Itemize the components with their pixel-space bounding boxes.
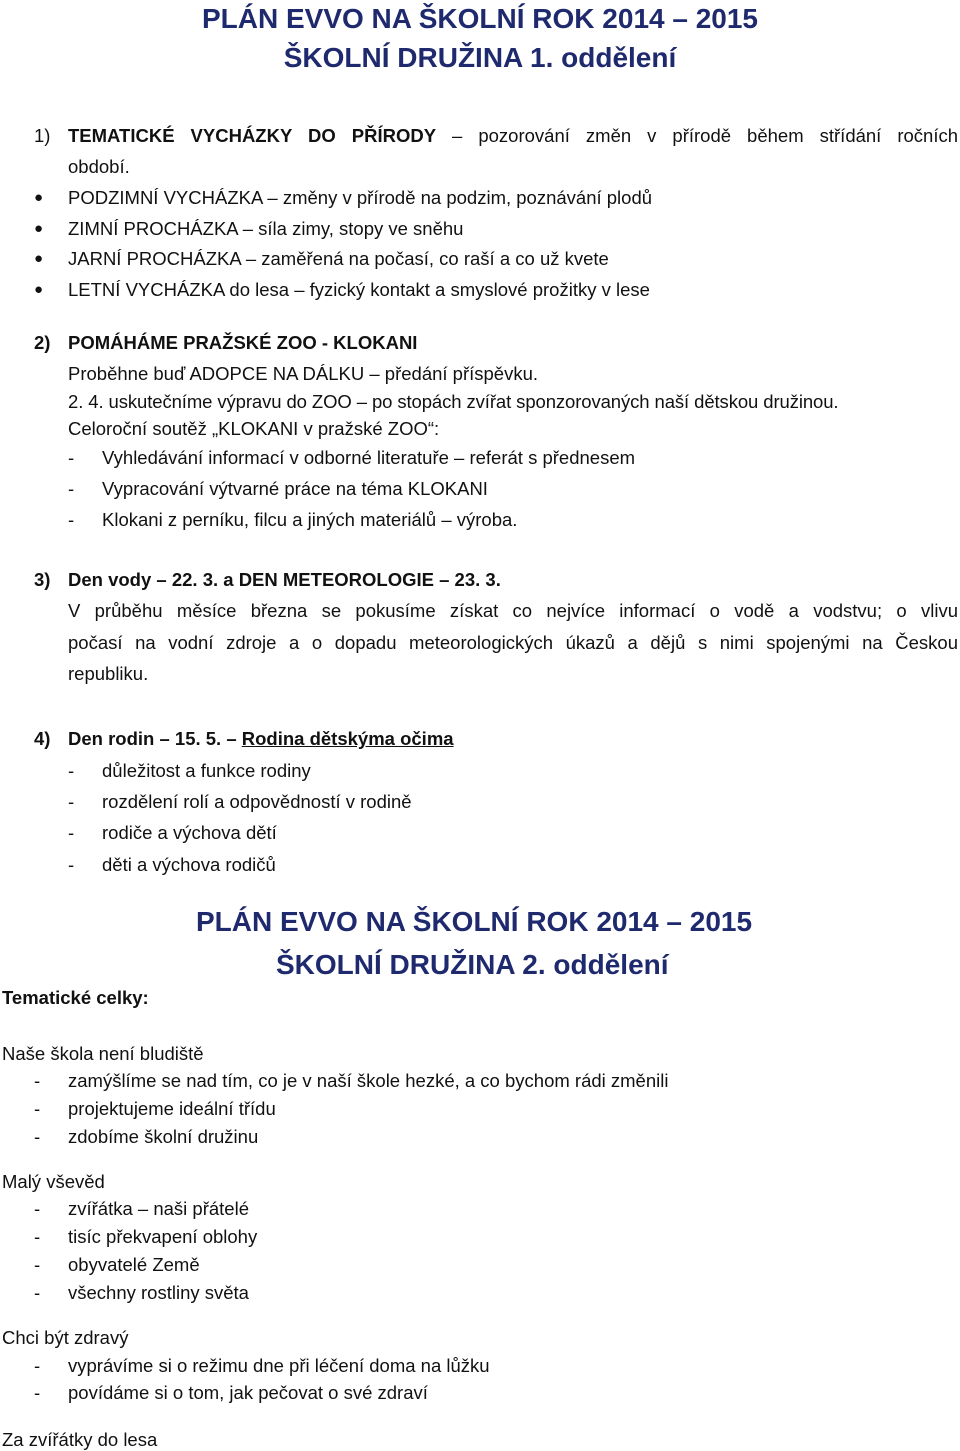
dash-marker: - — [68, 509, 75, 530]
item-4-heading — [68, 730, 454, 749]
list-item: důležitost a funkce rodiny — [102, 760, 311, 781]
dash-marker: - — [68, 822, 75, 843]
dash-marker: - — [68, 447, 75, 468]
item-3-text: republiku. — [68, 663, 149, 684]
dash-marker: - — [34, 1382, 41, 1403]
dash-marker: - — [34, 1198, 41, 1219]
group-heading: Malý vševěd — [2, 1171, 105, 1192]
item-number: 2) — [34, 332, 51, 353]
list-item: Vypracování výtvarné práce na téma KLOKANI — [102, 478, 488, 499]
list-item: vyprávíme si o režimu dne při léčení doma na lůžku — [68, 1355, 490, 1376]
bullet-icon: ● — [34, 189, 44, 206]
item-3-heading: Den vody – 22. 3. a DEN METEOROLOGIE – 23. 3. — [68, 569, 501, 590]
list-item: Klokani z perníku, filcu a jiných materiálů – výroba. — [102, 509, 518, 530]
list-item: děti a výchova rodičů — [102, 854, 276, 875]
dash-marker: - — [34, 1226, 41, 1247]
item-3-text: V průběhu měsíce března se pokusíme získat co nejvíce informací o vodě a vodstvu; o vlivu — [68, 600, 958, 621]
dash-marker: - — [34, 1098, 41, 1119]
bullet-icon: ● — [34, 281, 44, 298]
item-2-text: Celoroční soutěž „KLOKANI v pražské ZOO“: — [68, 418, 440, 439]
dash-marker: - — [34, 1355, 41, 1376]
item-number: 3) — [34, 569, 51, 590]
item-4-heading-date: Den rodin – 15. 5. – — [68, 728, 242, 749]
group-heading: Chci být zdravý — [2, 1327, 129, 1348]
list-item: rodiče a výchova dětí — [102, 822, 277, 843]
item-2-text: 2. 4. uskutečníme výpravu do ZOO – po stopách zvířat sponzorovaných naší dětskou družinou. — [68, 391, 839, 412]
section-2-subtitle: ŠKOLNÍ DRUŽINA 2. oddělení — [276, 949, 669, 980]
dash-marker: - — [68, 854, 75, 875]
list-item: Vyhledávání informací v odborné literatuře – referát s přednesem — [102, 447, 636, 468]
item-2-heading: POMÁHÁME PRAŽSKÉ ZOO - KLOKANI — [68, 332, 418, 353]
list-item: JARNÍ PROCHÁZKA – zaměřená na počasí, co raší a co už kvete — [68, 248, 609, 269]
dash-marker: - — [34, 1070, 41, 1091]
dash-marker: - — [34, 1282, 41, 1303]
item-1-description: – pozorování změn v přírodě během střídání ročních — [436, 125, 958, 146]
list-item: zvířátka – naši přátelé — [68, 1198, 249, 1219]
list-item: zamýšlíme se nad tím, co je v naší škole hezké, a co bychom rádi změnili — [68, 1070, 669, 1091]
list-item: zdobíme školní družinu — [68, 1126, 259, 1147]
section-2-title: PLÁN EVVO NA ŠKOLNÍ ROK 2014 – 2015 — [196, 906, 753, 937]
list-item: povídáme si o tom, jak pečovat o své zdraví — [68, 1382, 428, 1403]
item-2-text: Proběhne buď ADOPCE NA DÁLKU – předání příspěvku. — [68, 363, 539, 384]
item-3-text: počasí na vodní zdroje a o dopadu meteorologických úkazů a dějů s nimi spojenými na Českou — [68, 632, 958, 653]
dash-marker: - — [68, 791, 75, 812]
item-number: 1) — [34, 125, 51, 146]
group-heading: Naše škola není bludiště — [2, 1043, 204, 1064]
item-1-heading: TEMATICKÉ VYCHÁZKY DO PŘÍRODY — [68, 125, 437, 146]
list-item: tisíc překvapení oblohy — [68, 1226, 258, 1247]
dash-marker: - — [68, 760, 75, 781]
dash-marker: - — [34, 1254, 41, 1275]
list-item: LETNÍ VYCHÁZKA do lesa – fyzický kontakt a smyslové prožitky v lese — [68, 279, 650, 300]
list-item: projektujeme ideální třídu — [68, 1098, 276, 1119]
list-item: všechny rostliny světa — [68, 1282, 249, 1303]
page-subtitle: ŠKOLNÍ DRUŽINA 1. oddělení — [283, 42, 677, 73]
dash-marker: - — [68, 478, 75, 499]
bullet-icon: ● — [34, 220, 44, 237]
page-title: PLÁN EVVO NA ŠKOLNÍ ROK 2014 – 2015 — [201, 3, 759, 34]
item-1-line — [68, 127, 958, 146]
list-item: rozdělení rolí a odpovědností v rodině — [102, 791, 412, 812]
list-item: PODZIMNÍ VYCHÁZKA – změny v přírodě na podzim, poznávání plodů — [68, 187, 653, 208]
group-heading: Za zvířátky do lesa — [2, 1429, 158, 1450]
bullet-icon: ● — [34, 250, 44, 267]
list-item: ZIMNÍ PROCHÁZKA – síla zimy, stopy ve sněhu — [68, 218, 464, 239]
item-1-description-cont: období. — [68, 156, 130, 177]
item-number: 4) — [34, 728, 51, 749]
dash-marker: - — [34, 1126, 41, 1147]
item-4-heading-theme: Rodina dětskýma očima — [241, 728, 454, 749]
section-2-label: Tematické celky: — [2, 987, 149, 1008]
list-item: obyvatelé Země — [68, 1254, 200, 1275]
